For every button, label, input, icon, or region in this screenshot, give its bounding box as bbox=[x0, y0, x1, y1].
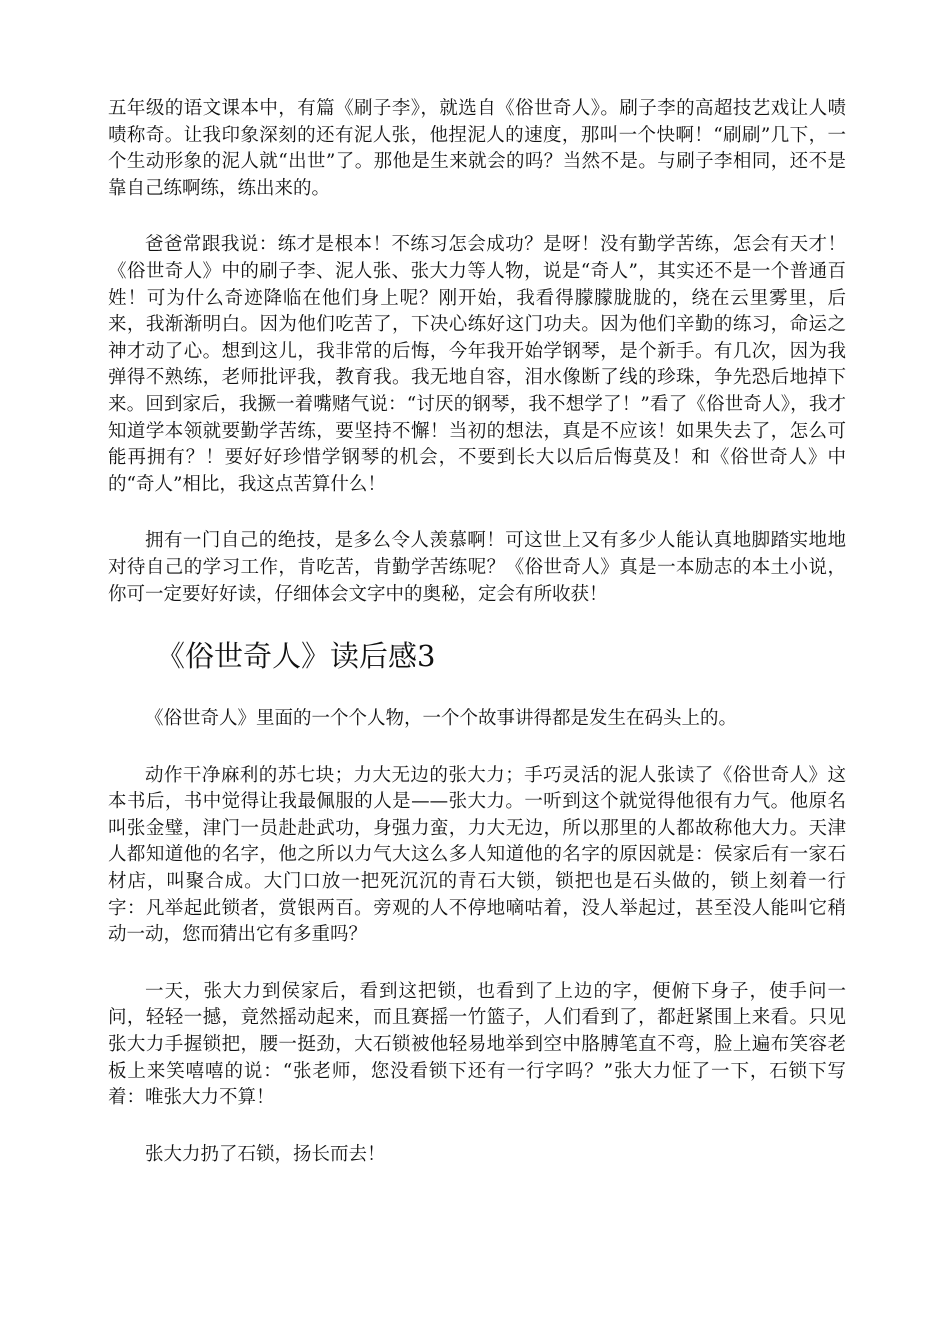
paragraph-6: 一天，张大力到侯家后，看到这把锁，也看到了上边的字，便俯下身子，使手问一问，轻轻一撼，竟然摇动起来，而且赛摇一竹篮子，人们看到了，都赶紧围上来看。只见张大力手握锁把，腰一挺劲，大石锁被他轻易地举到空中胳膊笔直不弯，脸上遍布笑容老板上来笑嘻嘻的说：“张老师，您没看锁下还有一行字吗？”张大力怔了一下，石锁下写着：唯张大力不算！ bbox=[108, 980, 846, 1109]
paragraph-1: 五年级的语文课本中，有篇《刷子李》，就选自《俗世奇人》。刷子李的高超技艺戏让人啧啧称奇。让我印象深刻的还有泥人张，他捏泥人的速度，那叫一个快啊！“刷刷”几下，一个生动形象的泥人就“出世”了。那他是生来就会的吗？当然不是。与刷子李相同，还不是靠自己练啊练，练出来的。 bbox=[108, 98, 846, 199]
paragraph-7: 张大力扔了石锁，扬长而去！ bbox=[145, 1143, 386, 1165]
paragraph-2: 爸爸常跟我说：练才是根本！不练习怎会成功？是呀！没有勤学苦练，怎会有天才！《俗世奇人》中的刷子李、泥人张、张大力等人物，说是“奇人”，其实还不是一个普通百姓！可为什么奇迹降临在他们身上呢？刚开始，我看得朦朦胧胧的，绕在云里雾里，后来，我渐渐明白。因为他们吃苦了，下决心练好这门功夫。因为他们辛勤的练习，命运之神才动了心。想到这儿，我非常的后悔，今年我开始学钢琴，是个新手。有几次，因为我弹得不熟练，老师批评我，教育我。我无地自容，泪水像断了线的珍珠，争先恐后地掉下来。回到家后，我撅一着嘴赌气说：“讨厌的钢琴，我不想学了！”看了《俗世奇人》，我才知道学本领就要勤学苦练，要坚持不懈！当初的想法，真是不应该！如果失去了，怎么可能再拥有？！要好好珍惜学钢琴的机会，不要到长大以后后悔莫及！和《俗世奇人》中的“奇人”相比，我这点苦算什么！ bbox=[108, 234, 846, 495]
section-heading: 《俗世奇人》读后感3 bbox=[156, 639, 436, 674]
paragraph-3: 拥有一门自己的绝技，是多么令人羡慕啊！可这世上又有多少人能认真地脚踏实地地对待自己的学习工作，肯吃苦，肯勤学苦练呢？《俗世奇人》真是一本励志的本土小说，你可一定要好好读，仔细体会文字中的奥秘，定会有所收获！ bbox=[108, 530, 846, 605]
document-page bbox=[108, 96, 846, 1168]
paragraph-4: 《俗世奇人》里面的一个个人物，一个个故事讲得都是发生在码头上的。 bbox=[145, 708, 738, 730]
paragraph-5: 动作干净麻利的苏七块；力大无边的张大力；手巧灵活的泥人张读了《俗世奇人》这本书后，书中觉得让我最佩服的人是——张大力。一听到这个就觉得他很有力气。他原名叫张金璧，津门一员赴赴武功，身强力蛮，力大无边，所以那里的人都故称他大力。天津人都知道他的名字，他之所以力气大这么多人知道他的名字的原因就是：侯家后有一家石材店，叫聚合成。大门口放一把死沉沉的青石大锁，锁把也是石头做的，锁上刻着一行字：凡举起此锁者，赏银两百。旁观的人不停地嘀咕着，没人举起过，甚至没人能叫它稍动一动，您而猜出它有多重吗？ bbox=[108, 764, 846, 946]
